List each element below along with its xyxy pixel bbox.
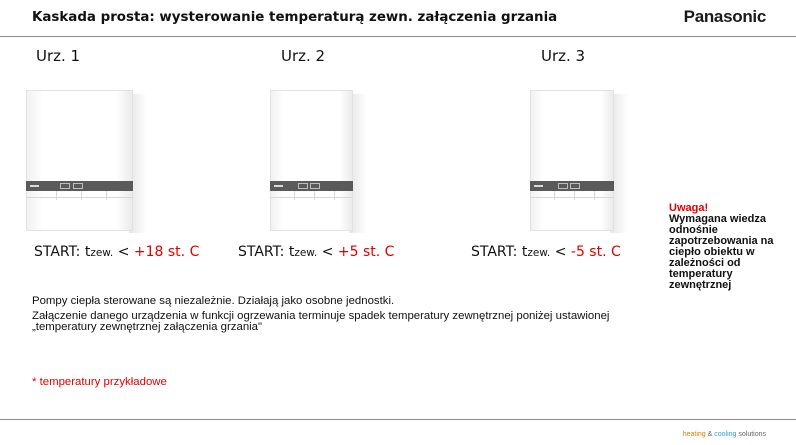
heat-pump-unit-1-image: [26, 90, 133, 231]
unit-3-start-condition: START: tzew. < -5 st. C: [471, 244, 621, 260]
description-line-1: Pompy ciepła sterowane są niezależnie. Działają jako osobne jednostki.: [32, 295, 395, 307]
warning-heading: Uwaga!: [669, 202, 709, 214]
unit-1-start-temp: +18 st. C: [133, 244, 200, 260]
unit-1-start-condition: START: tzew. < +18 st. C: [34, 244, 200, 260]
unit-1-label: Urz. 1: [36, 47, 81, 65]
unit-2-start-temp: +5 st. C: [337, 244, 395, 260]
tagline: heating & cooling solutions: [682, 431, 766, 438]
footer-divider: [0, 419, 796, 420]
description-line-2: Załączenie danego urządzenia w funkcji ogrzewania terminuje spadek temperatury zewnętrznej poniżej ustawionej „temperatury zewnętrznej załączenia grzania": [32, 310, 610, 333]
heat-pump-unit-2-image: [270, 90, 353, 231]
unit-3-start-temp: -5 st. C: [570, 244, 621, 260]
panasonic-logo: Panasonic: [683, 7, 766, 26]
description: [32, 296, 632, 333]
unit-3-label: Urz. 3: [541, 47, 586, 65]
warning-note: [669, 203, 791, 291]
header-divider: [0, 36, 796, 37]
unit-2-start-condition: START: tzew. < +5 st. C: [238, 244, 395, 260]
unit-2-label: Urz. 2: [281, 47, 326, 65]
warning-text: Wymagana wiedza odnośnie zapotrzebowania na ciepło obiektu w zależności od temperatury zewnętrznej: [669, 213, 774, 291]
footnote: * temperatury przykładowe: [32, 376, 167, 388]
slide-title: Kaskada prosta: wysterowanie temperaturą zewn. załączenia grzania: [32, 10, 558, 25]
heat-pump-unit-3-image: [530, 90, 614, 231]
